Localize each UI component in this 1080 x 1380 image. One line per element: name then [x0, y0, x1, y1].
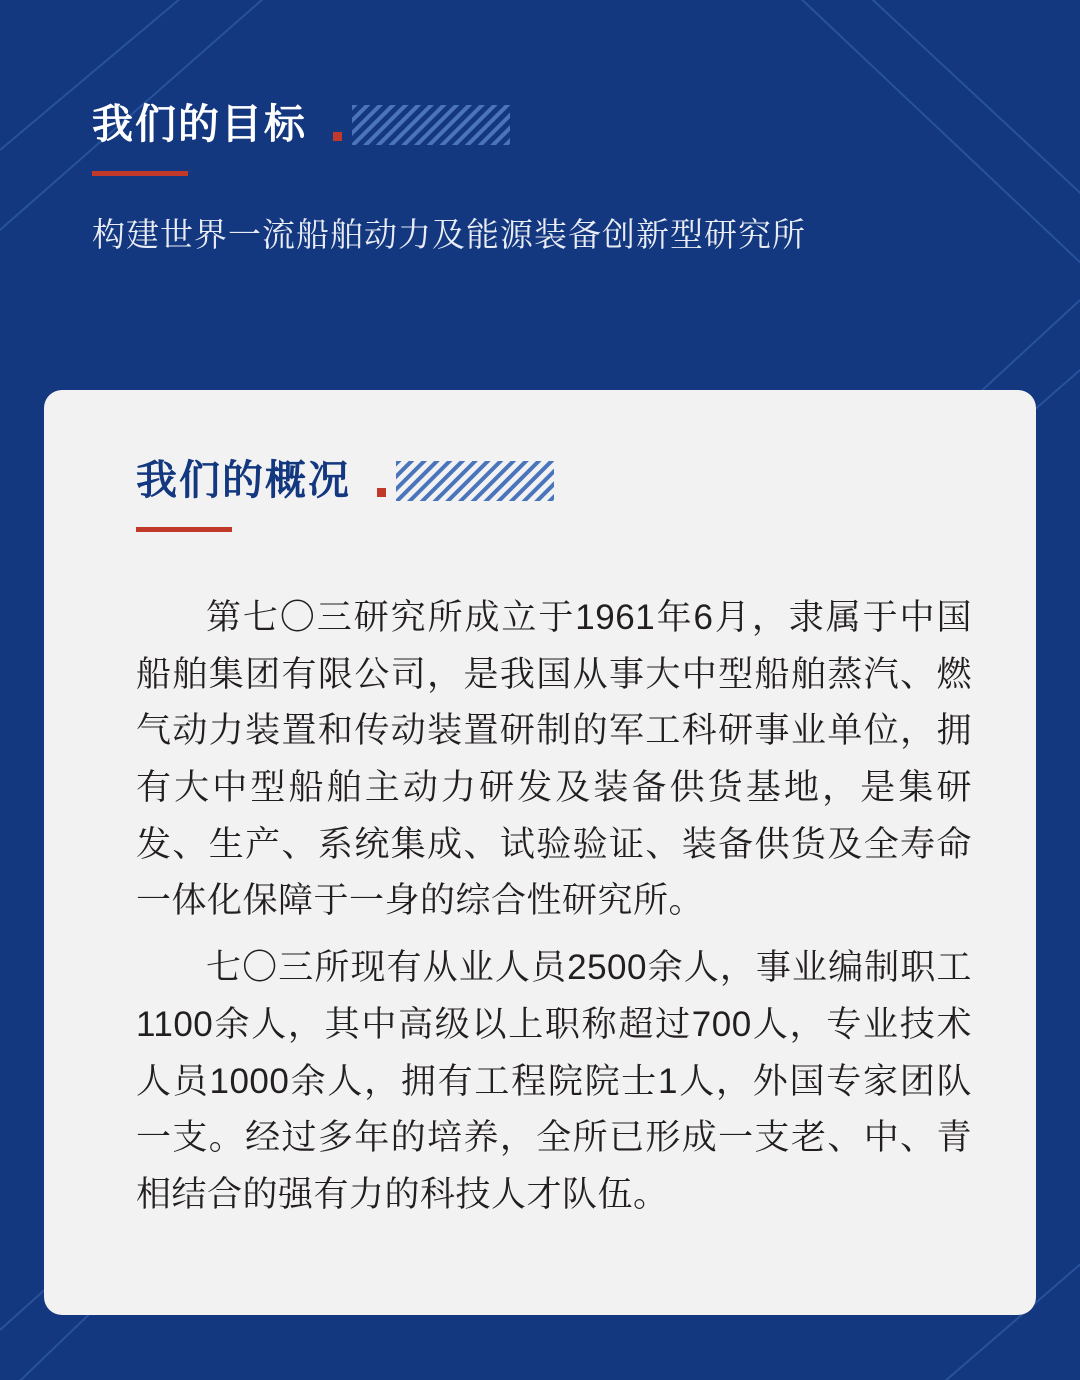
- profile-paragraph: 七〇三所现有从业人员2500余人，事业编制职工1100余人，其中高级以上职称超过700人，专业技术人员1000余人，拥有工程院院士1人，外国专家团队一支。经过多年的培养，全所已形成一支老、中、青相结合的强有力的科技人才队伍。: [136, 948, 972, 1214]
- square-dot-icon: [333, 132, 342, 141]
- profile-heading: 我们的概况: [136, 457, 351, 503]
- profile-heading-underline: [136, 527, 232, 532]
- square-dot-icon: [377, 488, 386, 497]
- goal-heading-underline: [92, 171, 188, 176]
- goal-heading-row: [92, 101, 992, 147]
- profile-paragraph: 第七〇三研究所成立于1961年6月，隶属于中国船舶集团有限公司，是我国从事大中型船舶蒸汽、燃气动力装置和传动装置研制的军工科研事业单位，拥有大中型船舶主动力研发及装备供货基地，是集研发、生产、系统集成、试验验证、装备供货及全寿命一体化保障于一身的综合性研究所。: [136, 598, 972, 921]
- hatch-pattern-icon: [396, 461, 554, 501]
- hatch-pattern-icon: [352, 105, 510, 145]
- goal-heading: 我们的目标: [92, 101, 307, 147]
- profile-card: [44, 390, 1036, 1315]
- goal-section: [92, 101, 992, 258]
- goal-statement: 构建世界一流船舶动力及能源装备创新型研究所: [92, 216, 806, 253]
- profile-body: [92, 590, 978, 1224]
- profile-heading-row: [136, 457, 978, 503]
